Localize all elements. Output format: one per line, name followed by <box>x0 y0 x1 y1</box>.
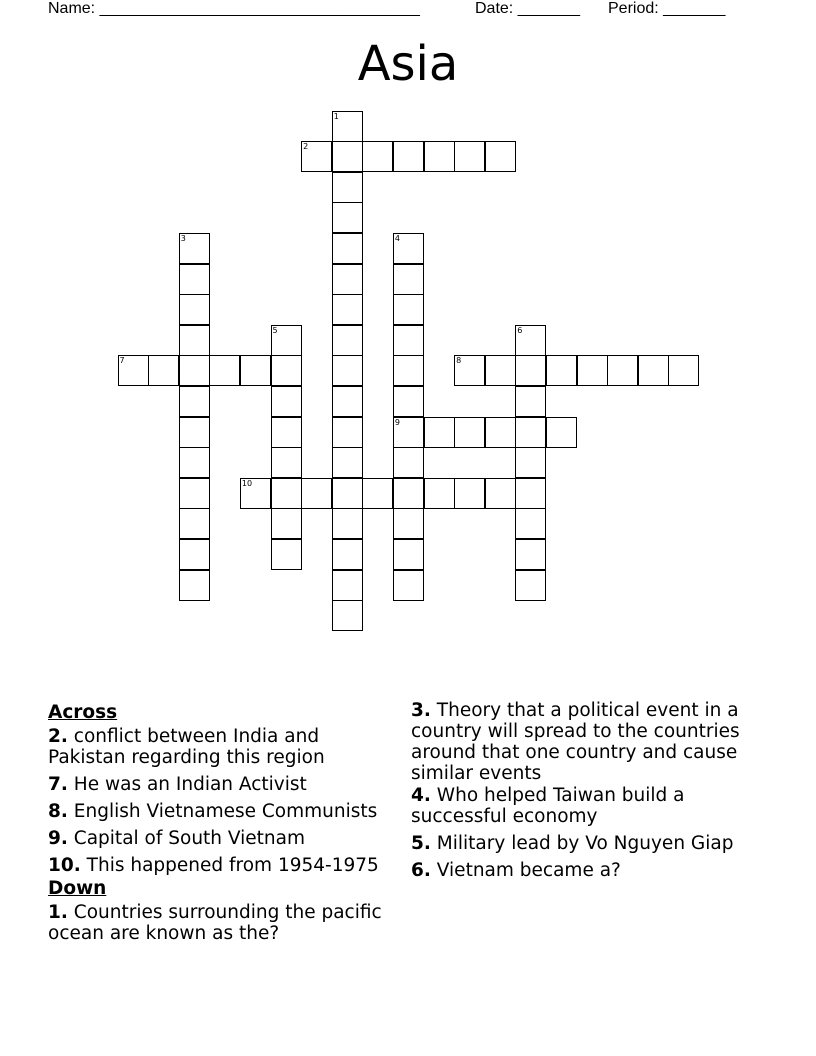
clue-across-8: 8. English Vietnamese Communists <box>48 801 378 822</box>
crossword-cell[interactable] <box>332 447 363 478</box>
crossword-cell[interactable] <box>179 508 210 539</box>
crossword-cell[interactable] <box>485 417 516 448</box>
crossword-cell[interactable] <box>179 539 210 570</box>
clue-number-label: 8 <box>456 356 462 366</box>
crossword-cell[interactable] <box>179 325 210 356</box>
crossword-cell[interactable] <box>332 417 363 448</box>
crossword-cell[interactable] <box>515 386 546 417</box>
crossword-cell[interactable] <box>179 447 210 478</box>
crossword-cell[interactable] <box>332 111 363 142</box>
clue-number-label: 3 <box>180 233 186 243</box>
crossword-cell[interactable] <box>332 478 363 509</box>
crossword-cell[interactable] <box>271 508 302 539</box>
crossword-cell[interactable] <box>179 570 210 601</box>
clue-number-label: 1 <box>333 111 339 121</box>
crossword-cell[interactable] <box>515 508 546 539</box>
crossword-cell[interactable] <box>332 202 363 233</box>
clue-number-label: 4 <box>394 233 400 243</box>
crossword-cell[interactable] <box>179 417 210 448</box>
crossword-cell[interactable] <box>332 386 363 417</box>
crossword-cell[interactable] <box>271 478 302 509</box>
clue-number-label: 6 <box>517 325 523 335</box>
crossword-cell[interactable] <box>332 294 363 325</box>
crossword-cell[interactable] <box>148 355 179 386</box>
crossword-cell[interactable] <box>454 478 485 509</box>
crossword-cell[interactable] <box>301 478 332 509</box>
crossword-cell[interactable] <box>362 141 393 172</box>
clue-across-7: 7. He was an Indian Activist <box>48 774 307 795</box>
crossword-cell[interactable] <box>179 355 210 386</box>
clue-across-2: 2. conflict between India and Pakistan regarding this region <box>48 726 325 768</box>
crossword-cell[interactable] <box>424 141 455 172</box>
crossword-cell[interactable] <box>393 417 424 448</box>
crossword-cell[interactable] <box>515 417 546 448</box>
crossword-cell[interactable] <box>332 264 363 295</box>
crossword-cell[interactable] <box>668 355 699 386</box>
crossword-cell[interactable] <box>515 355 546 386</box>
clue-number-label: 2 <box>303 142 309 152</box>
crossword-cell[interactable] <box>515 325 546 356</box>
crossword-cell[interactable] <box>515 570 546 601</box>
crossword-cell[interactable] <box>362 478 393 509</box>
crossword-cell[interactable] <box>454 355 485 386</box>
date-field[interactable]: Date: _______ <box>475 0 580 17</box>
crossword-cell[interactable] <box>271 417 302 448</box>
crossword-cell[interactable] <box>393 539 424 570</box>
period-field[interactable]: Period: _______ <box>608 0 726 17</box>
crossword-cell[interactable] <box>118 355 149 386</box>
clue-down-5: 5. Military lead by Vo Nguyen Giap <box>411 833 734 854</box>
crossword-cell[interactable] <box>332 539 363 570</box>
crossword-cell[interactable] <box>179 233 210 264</box>
clues-column-right <box>411 700 756 887</box>
name-field[interactable]: Name: ____________________________________ <box>48 0 420 17</box>
crossword-cell[interactable] <box>332 508 363 539</box>
crossword-cell[interactable] <box>424 478 455 509</box>
crossword-cell[interactable] <box>546 355 577 386</box>
crossword-cell[interactable] <box>301 141 332 172</box>
crossword-cell[interactable] <box>485 141 516 172</box>
across-heading: Across <box>48 702 118 723</box>
crossword-cell[interactable] <box>393 141 424 172</box>
crossword-cell[interactable] <box>179 264 210 295</box>
crossword-cell[interactable] <box>393 264 424 295</box>
crossword-cell[interactable] <box>332 172 363 203</box>
crossword-cell[interactable] <box>332 325 363 356</box>
crossword-cell[interactable] <box>515 447 546 478</box>
clue-number-label: 10 <box>241 478 253 488</box>
crossword-cell[interactable] <box>332 355 363 386</box>
crossword-cell[interactable] <box>515 539 546 570</box>
crossword-cell[interactable] <box>179 386 210 417</box>
clue-across-9: 9. Capital of South Vietnam <box>48 828 306 849</box>
crossword-cell[interactable] <box>638 355 669 386</box>
crossword-cell[interactable] <box>271 447 302 478</box>
clue-across-10: 10. This happened from 1954-1975 <box>48 855 379 876</box>
crossword-cell[interactable] <box>271 325 302 356</box>
crossword-cell[interactable] <box>393 447 424 478</box>
clue-number-label: 5 <box>272 325 278 335</box>
crossword-cell[interactable] <box>546 417 577 448</box>
crossword-cell[interactable] <box>424 417 455 448</box>
crossword-cell[interactable] <box>454 417 485 448</box>
crossword-cell[interactable] <box>393 325 424 356</box>
crossword-cell[interactable] <box>393 570 424 601</box>
clue-down-1: 1. Countries surrounding the pacific ocean are known as the? <box>48 902 382 944</box>
crossword-cell[interactable] <box>393 508 424 539</box>
crossword-cell[interactable] <box>393 294 424 325</box>
crossword-cell[interactable] <box>332 600 363 631</box>
puzzle-title: Asia <box>357 36 459 92</box>
crossword-cell[interactable] <box>393 478 424 509</box>
clue-number-label: 7 <box>119 356 125 366</box>
crossword-cell[interactable] <box>271 386 302 417</box>
clues-column-left <box>48 700 398 950</box>
crossword-cell[interactable] <box>240 478 271 509</box>
crossword-cell[interactable] <box>485 355 516 386</box>
down-heading: Down <box>48 878 107 899</box>
crossword-cell[interactable] <box>393 355 424 386</box>
crossword-cell[interactable] <box>240 355 271 386</box>
crossword-cell[interactable] <box>577 355 608 386</box>
crossword-cell[interactable] <box>179 294 210 325</box>
crossword-cell[interactable] <box>271 355 302 386</box>
crossword-cell[interactable] <box>454 141 485 172</box>
crossword-cell[interactable] <box>332 570 363 601</box>
clue-down-4: 4. Who helped Taiwan build a successful economy <box>411 785 685 827</box>
crossword-cell[interactable] <box>393 233 424 264</box>
clue-down-6: 6. Vietnam became a? <box>411 860 621 881</box>
crossword-cell[interactable] <box>485 478 516 509</box>
crossword-cell[interactable] <box>209 355 240 386</box>
crossword-cell[interactable] <box>332 233 363 264</box>
crossword-cell[interactable] <box>179 478 210 509</box>
clue-number-label: 9 <box>394 417 400 427</box>
crossword-cell[interactable] <box>607 355 638 386</box>
crossword-cell[interactable] <box>271 539 302 570</box>
clue-down-3: 3. Theory that a political event in a country will spread to the countries around that one country and cause similar events <box>411 700 740 784</box>
crossword-cell[interactable] <box>332 141 363 172</box>
crossword-cell[interactable] <box>515 478 546 509</box>
crossword-cell[interactable] <box>393 386 424 417</box>
